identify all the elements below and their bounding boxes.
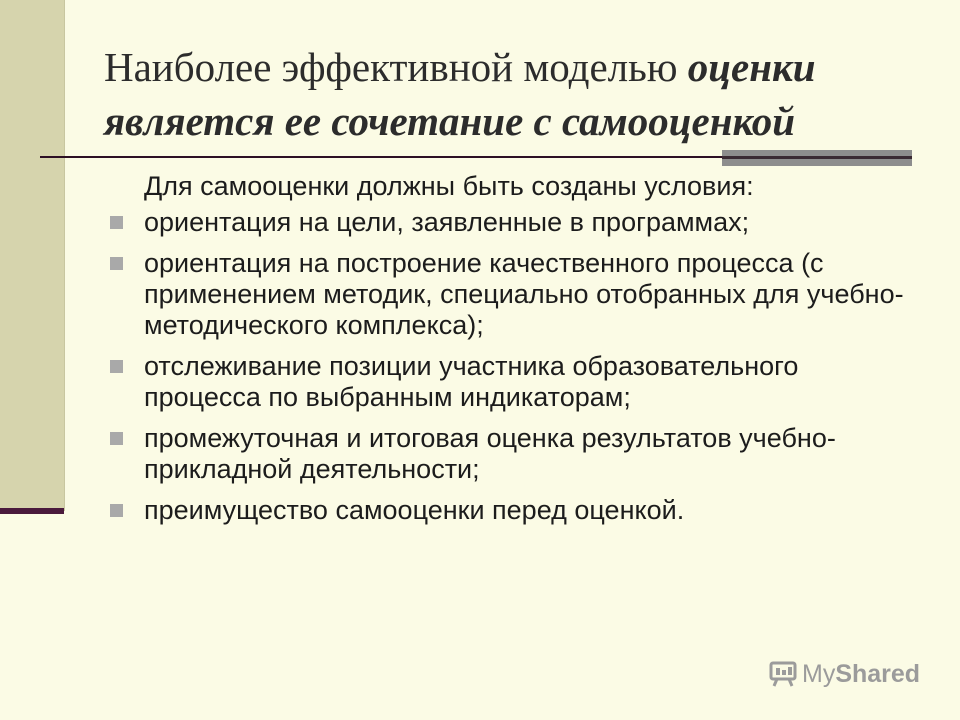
- watermark-logo: [768, 658, 920, 690]
- slide-title: [104, 40, 924, 148]
- list-item: [104, 351, 904, 413]
- list-item: [104, 207, 904, 238]
- side-decor-underline: [0, 508, 64, 514]
- square-bullet-icon: [110, 257, 123, 270]
- square-bullet-icon: [110, 504, 123, 517]
- title-text: Наиболее эффективной моделью: [104, 44, 688, 90]
- watermark-text-bold: Shared: [835, 659, 921, 688]
- title-accent-line: [722, 156, 912, 159]
- list-item-text: промежуточная и итоговая оценка результатов учебно-прикладной деятельности;: [144, 423, 836, 484]
- list-item: [104, 495, 904, 526]
- list-item-text: ориентация на цели, заявленные в программах;: [144, 207, 750, 237]
- list-item: [104, 248, 904, 341]
- square-bullet-icon: [110, 360, 123, 373]
- square-bullet-icon: [110, 216, 123, 229]
- list-item-text: ориентация на построение качественного процесса (с применением методик, специально отобранных для учебно-методического комплекса);: [144, 248, 904, 340]
- list-item-text: преимущество самооценки перед оценкой.: [144, 495, 685, 525]
- watermark-text-prefix: My: [802, 659, 836, 688]
- intro-text: Для самооценки должны быть созданы условия:: [144, 171, 754, 201]
- list-item-text: отслеживание позиции участника образовательного процесса по выбранным индикаторам;: [144, 351, 799, 412]
- square-bullet-icon: [110, 432, 123, 445]
- title-emphasis-2: является ее сочетание с самооценкой: [104, 98, 796, 144]
- title-emphasis-1: оценки: [687, 44, 816, 90]
- presentation-board-icon: [768, 660, 798, 688]
- list-item: [104, 423, 904, 485]
- watermark-text: [802, 660, 920, 689]
- bullet-list: [104, 207, 904, 536]
- side-decor-band: [0, 0, 65, 511]
